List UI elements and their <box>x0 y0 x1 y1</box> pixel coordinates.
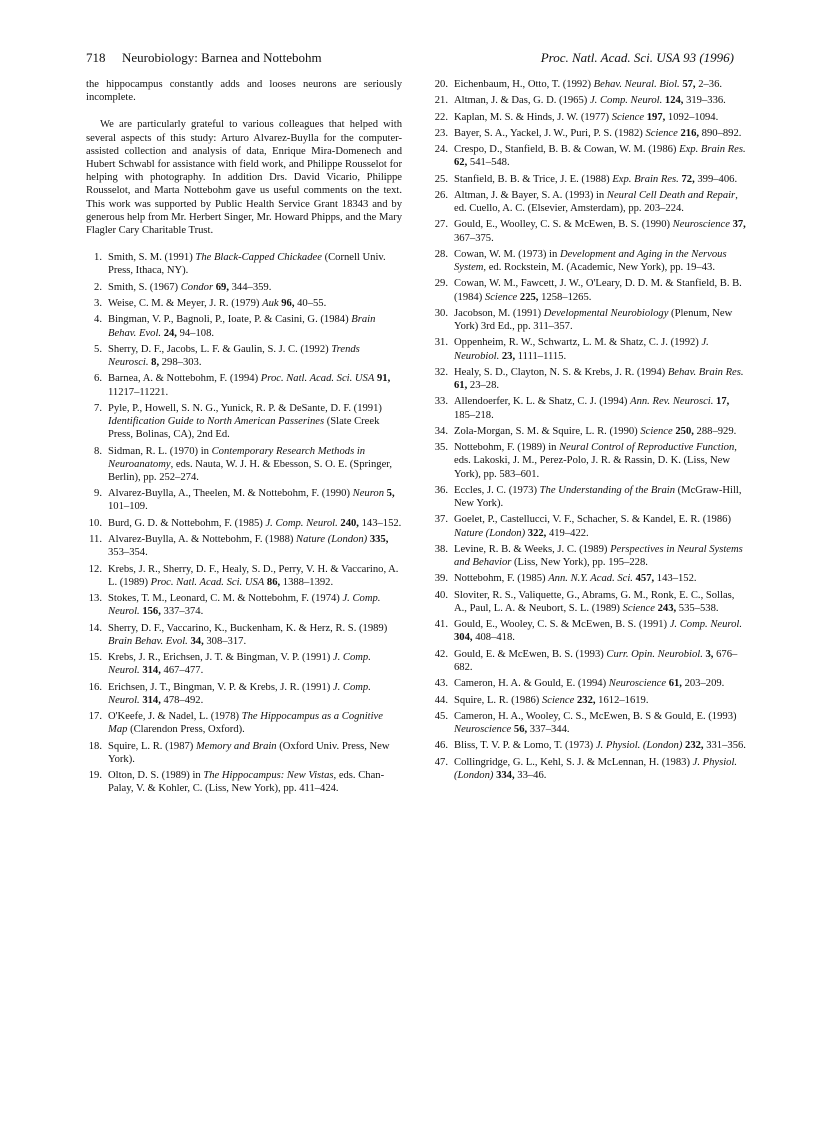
reference-pages: 143–152. <box>654 573 697 585</box>
reference-item <box>432 484 748 510</box>
reference-number: 32. <box>434 366 448 378</box>
reference-item <box>86 372 402 398</box>
reference-title: Developmental Neurobiology <box>543 307 669 319</box>
reference-volume: 37, <box>729 219 746 231</box>
reference-pages: 11217–11221. <box>108 386 169 398</box>
reference-authors: Weise, C. M. & Meyer, J. R. (1979) <box>108 298 263 310</box>
reference-volume: 250, <box>672 425 694 437</box>
reference-authors: Healy, S. D., Clayton, N. S. & Krebs, J. R. (1994) <box>454 366 668 378</box>
reference-pages: 2–36. <box>695 79 723 90</box>
reference-volume: 240, <box>337 517 359 529</box>
reference-volume: 96, <box>278 298 295 310</box>
reference-number: 2. <box>94 281 102 293</box>
reference-authors: Krebs, J. R., Sherry, D. F., Healy, S. D., Perry, V. H. & Vaccarino, A. L. (1989) <box>108 563 399 588</box>
reference-title: Brain Behav. Evol. <box>108 314 376 339</box>
reference-item <box>432 739 748 752</box>
reference-title: J. Physiol. (London) <box>454 756 738 781</box>
reference-number: 43. <box>434 678 448 690</box>
reference-volume: 197, <box>644 111 666 123</box>
reference-item <box>432 111 748 124</box>
reference-volume: 61, <box>666 678 682 690</box>
reference-authors: Bliss, T. V. P. & Lomo, T. (1973) <box>454 740 596 752</box>
reference-title: Neuroscience <box>608 678 667 690</box>
reference-authors: Alvarez-Buylla, A. & Nottebohm, F. (1988) <box>108 534 297 546</box>
reference-pages: 399–406. <box>694 173 738 185</box>
reference-item <box>86 710 402 736</box>
reference-number: 8. <box>94 445 102 457</box>
reference-volume: 23, <box>499 350 516 362</box>
reference-pages: , eds. Chan-Palay, V. & Kohler, C. (Liss, New York), pp. 411–424. <box>108 770 385 795</box>
reference-item <box>432 677 748 690</box>
reference-title: J. Comp. Neurol. <box>265 517 338 529</box>
reference-number: 7. <box>94 402 102 414</box>
reference-title: The Black-Capped Chickadee <box>195 252 322 264</box>
reference-authors: Levine, R. B. & Weeks, J. C. (1989) <box>454 543 611 555</box>
reference-item <box>432 218 748 244</box>
reference-title: Neuron <box>352 488 385 500</box>
reference-pages: 40–55. <box>294 298 327 310</box>
reference-number: 26. <box>434 189 448 201</box>
reference-number: 9. <box>94 488 102 500</box>
reference-volume: 8, <box>148 357 160 369</box>
reference-authors: Stokes, T. M., Leonard, C. M. & Nottebohm, F. (1974) <box>108 593 343 605</box>
reference-number: 31. <box>434 337 448 349</box>
reference-item <box>432 248 748 274</box>
journal-citation: Proc. Natl. Acad. Sci. USA 93 (1996) <box>540 50 734 65</box>
reference-authors: Gould, E., Wooley, C. S. & McEwen, B. S. (1991) <box>454 619 670 631</box>
reference-number: 15. <box>88 652 102 664</box>
reference-authors: Cameron, H. A., Wooley, C. S., McEwen, B. S & Gould, E. (1993) <box>454 710 737 722</box>
reference-item <box>86 313 402 339</box>
reference-item <box>86 622 402 648</box>
reference-authors: Collingridge, G. L., Kehl, S. J. & McLennan, H. (1983) <box>454 756 693 768</box>
reference-authors: Smith, S. M. (1991) <box>108 252 196 264</box>
reference-volume: 86, <box>264 576 281 588</box>
reference-title: Behav. Brain Res. <box>667 366 744 378</box>
reference-number: 36. <box>434 484 448 496</box>
reference-item <box>432 143 748 169</box>
reference-authors: Goelet, P., Castellucci, V. F., Schacher, S. & Kandel, E. R. (1986) <box>454 514 731 526</box>
reference-authors: Smith, S. (1967) <box>108 281 181 293</box>
reference-pages: 408–418. <box>472 632 515 644</box>
reference-authors: Nottebohm, F. (1985) <box>454 573 549 585</box>
reference-volume: 3, <box>702 648 714 660</box>
reference-volume: 322, <box>525 527 547 539</box>
reference-authors: Sidman, R. L. (1970) in <box>108 445 212 457</box>
reference-item <box>432 366 748 392</box>
reference-authors: Eccles, J. C. (1973) <box>454 484 540 496</box>
reference-title: J. Neurobiol. <box>454 337 709 362</box>
reference-number: 27. <box>434 219 448 231</box>
reference-authors: Sherry, D. F., Vaccarino, K., Buckenham, K. & Herz, R. S. (1989) <box>108 622 388 634</box>
reference-item <box>86 740 402 766</box>
reference-authors: Erichsen, J. T., Bingman, V. P. & Krebs, J. R. (1991) <box>108 681 333 693</box>
reference-pages: 185–218. <box>454 409 494 421</box>
reference-title: Memory and Brain <box>195 740 277 752</box>
reference-pages: 337–374. <box>160 606 204 618</box>
reference-title: Nature (London) <box>454 527 526 539</box>
reference-pages: 1111–1115. <box>515 350 567 362</box>
reference-number: 47. <box>434 756 448 768</box>
reference-number: 16. <box>88 681 102 693</box>
reference-title: The Hippocampus: New Vistas <box>203 770 334 782</box>
reference-title: Science <box>611 111 645 123</box>
reference-pages: , ed. Cuello, A. C. (Elsevier, Amsterdam), pp. 203–224. <box>454 189 738 215</box>
reference-item <box>432 189 748 215</box>
reference-authors: Bayer, S. A., Yackel, J. W., Puri, P. S. (1982) <box>454 127 646 139</box>
reference-title: Science <box>541 694 575 706</box>
reference-number: 14. <box>88 622 102 634</box>
reference-volume: 232, <box>574 694 596 706</box>
reference-title: Science <box>484 291 518 303</box>
reference-item <box>432 694 748 707</box>
reference-number: 18. <box>88 740 102 752</box>
reference-volume: 69, <box>213 281 229 293</box>
reference-item <box>86 517 402 530</box>
reference-item <box>432 618 748 644</box>
reference-number: 1. <box>94 252 102 264</box>
reference-authors: O'Keefe, J. & Nadel, L. (1978) <box>108 711 242 723</box>
reference-number: 20. <box>434 79 448 90</box>
reference-number: 45. <box>434 710 448 722</box>
left-column <box>86 78 402 799</box>
reference-item <box>432 589 748 615</box>
reference-title: Perspectives in Neural Systems and Behavior <box>454 543 743 569</box>
reference-number: 11. <box>89 534 102 546</box>
continuation-paragraph: the hippocampus constantly adds and looses neurons are seriously incomplete. <box>86 79 402 104</box>
reference-item <box>86 563 402 589</box>
reference-pages: 478–492. <box>160 694 204 706</box>
reference-number: 25. <box>434 173 448 185</box>
reference-title: Auk <box>262 298 279 310</box>
reference-authors: Altman, J. & Das, G. D. (1965) <box>454 95 590 107</box>
reference-authors: Kaplan, M. S. & Hinds, J. W. (1977) <box>454 111 612 123</box>
reference-title: J. Comp. Neurol. <box>108 681 371 706</box>
reference-number: 17. <box>88 711 102 723</box>
reference-pages: 676–682. <box>454 648 738 673</box>
reference-volume: 24, <box>161 327 177 339</box>
reference-title: Exp. Brain Res. <box>612 173 679 185</box>
reference-number: 37. <box>434 514 448 526</box>
reference-number: 42. <box>434 648 448 660</box>
reference-number: 12. <box>88 563 102 575</box>
reference-authors: Jacobson, M. (1991) <box>454 307 544 319</box>
reference-volume: 56, <box>511 724 528 736</box>
reference-pages: 319–336. <box>683 95 726 107</box>
reference-volume: 5, <box>384 488 395 500</box>
reference-number: 40. <box>434 589 448 601</box>
reference-authors: Nottebohm, F. (1989) in <box>454 442 560 454</box>
reference-title: Behav. Neural. Biol. <box>593 79 680 90</box>
reference-item <box>432 307 748 333</box>
reference-item <box>86 651 402 677</box>
reference-volume: 314, <box>139 665 161 677</box>
reference-item <box>432 648 748 674</box>
reference-item <box>432 425 748 438</box>
reference-item <box>86 343 402 369</box>
reference-number: 4. <box>94 314 102 326</box>
reference-authors: Barnea, A. & Nottebohm, F. (1994) <box>108 373 261 385</box>
reference-pages: 23–28. <box>467 380 500 392</box>
reference-title: J. Comp. Neurol. <box>108 593 381 618</box>
reference-pages: 344–359. <box>228 281 272 293</box>
acknowledgments: We are particularly grateful to various colleagues that helped with several aspects of this study: Arturo Alvarez-Buylla for the computer-assisted collection and analysis of data, Enrique Mira-Domenech and Hubert Schwabl for assistance with field work, and Philippe Rousselot for helping with photography. In addition Drs. David Vicario, Philippe Rousselot, and Marta Nottebohm gave us useful comments on the text. This work was supported by Public Health Service Grant 18343 and by generous help from Mr. Herbert Singer, Mr. Howard Phipps, and the Mary Flagler Cary Charitable Trust. <box>86 119 402 237</box>
reference-item <box>86 445 402 485</box>
reference-number: 38. <box>434 543 448 555</box>
reference-number: 22. <box>434 111 448 123</box>
reference-pages: (McGraw-Hill, New York). <box>454 484 742 510</box>
reference-title: Ann. Rev. Neurosci. <box>630 396 714 408</box>
reference-title: Proc. Natl. Acad. Sci. USA <box>150 576 265 588</box>
reference-pages: 308–317. <box>203 635 247 647</box>
reference-authors: Squire, L. R. (1986) <box>454 694 542 706</box>
reference-pages: (Oxford Univ. Press, New York). <box>108 740 390 765</box>
reference-volume: 232, <box>682 740 704 752</box>
reference-pages: , eds. Lakoski, J. M., Perez-Polo, J. R. & Rassin, D. K. (Liss, New York), pp. 583–601. <box>454 442 737 480</box>
reference-authors: Cowan, W. M., Fawcett, J. W., O'Leary, D. D. M. & Stanfield, B. B. (1984) <box>454 278 742 303</box>
reference-number: 3. <box>94 298 102 310</box>
reference-authors: Pyle, P., Howell, S. N. G., Yunick, R. P. & DeSante, D. F. (1991) <box>108 402 382 414</box>
reference-number: 30. <box>434 307 448 319</box>
reference-pages: 298–303. <box>159 357 202 369</box>
reference-authors: Gould, E. & McEwen, B. S. (1993) <box>454 648 607 660</box>
reference-item <box>432 94 748 107</box>
reference-volume: 124, <box>662 95 684 107</box>
reference-item <box>86 402 402 442</box>
reference-title: Identification Guide to North American Passerines <box>108 416 325 428</box>
reference-pages: 419–422. <box>546 527 589 539</box>
reference-number: 24. <box>434 144 448 156</box>
reference-authors: Stanfield, B. B. & Trice, J. E. (1988) <box>454 173 613 185</box>
right-column <box>432 78 748 785</box>
reference-title: Trends Neurosci. <box>108 343 360 369</box>
reference-volume: 216, <box>677 127 700 139</box>
reference-item <box>86 769 402 795</box>
reference-pages: 143–152. <box>358 517 402 529</box>
reference-item <box>432 543 748 569</box>
reference-pages: 541–548. <box>467 157 510 169</box>
reference-item <box>432 395 748 421</box>
reference-title: Condor <box>180 281 214 293</box>
reference-title: Ann. N.Y. Acad. Sci. <box>548 573 633 585</box>
reference-pages: (Clarendon Press, Oxford). <box>127 724 245 736</box>
reference-number: 34. <box>434 425 448 437</box>
reference-volume: 243, <box>654 602 677 614</box>
reference-title: Development and Aging in the Nervous System <box>454 248 727 274</box>
reference-item <box>432 441 748 481</box>
reference-item <box>86 681 402 707</box>
reference-title: Science <box>640 425 673 437</box>
reference-volume: 17, <box>713 396 730 408</box>
reference-pages: 1388–1392. <box>280 576 334 588</box>
reference-authors: Burd, G. D. & Nottebohm, F. (1985) <box>108 517 266 529</box>
reference-authors: Eichenbaum, H., Otto, T. (1992) <box>454 79 594 90</box>
reference-title: The Understanding of the Brain <box>539 484 675 496</box>
reference-title: J. Comp. Neurol. <box>108 652 371 677</box>
reference-title: Curr. Opin. Neurobiol. <box>606 648 703 660</box>
reference-pages: 288–929. <box>693 425 737 437</box>
running-title: Neurobiology: Barnea and Nottebohm <box>122 50 322 65</box>
reference-pages: 467–477. <box>160 665 204 677</box>
reference-pages: (Liss, New York), pp. 195–228. <box>511 557 648 569</box>
page-number: 718 <box>86 50 106 65</box>
reference-pages: 331–356. <box>703 740 746 752</box>
reference-title: Neuroscience <box>672 219 730 231</box>
reference-list-left <box>86 251 402 795</box>
reference-authors: Sloviter, R. S., Valiquette, G., Abrams, G. M., Ronk, E. C., Sollas, A., Paul, L. A. & Neubort, S. L. (1989) <box>454 589 735 614</box>
reference-pages: 353–354. <box>108 547 148 559</box>
reference-item <box>432 710 748 736</box>
reference-volume: 57, <box>679 79 696 90</box>
reference-authors: Squire, L. R. (1987) <box>108 740 196 752</box>
reference-number: 5. <box>94 343 102 355</box>
reference-volume: 457, <box>632 573 655 585</box>
reference-item <box>432 513 748 539</box>
reference-number: 19. <box>88 770 102 782</box>
reference-pages: 535–538. <box>676 602 719 614</box>
reference-title: Contemporary Research Methods in Neuroanatomy <box>108 445 366 470</box>
reference-volume: 225, <box>517 291 539 303</box>
reference-volume: 91, <box>374 373 391 385</box>
reference-title: Neuroscience <box>454 724 512 736</box>
reference-number: 6. <box>94 373 102 385</box>
reference-volume: 304, <box>454 632 473 644</box>
reference-item <box>86 297 402 310</box>
reference-pages: 1092–1094. <box>665 111 719 123</box>
reference-authors: Bingman, V. P., Bagnoli, P., Ioate, P. & Casini, G. (1984) <box>108 314 352 326</box>
reference-item <box>86 251 402 277</box>
reference-volume: 335, <box>367 534 389 546</box>
reference-number: 29. <box>434 278 448 290</box>
reference-item <box>86 533 402 559</box>
reference-pages: , ed. Rockstein, M. (Academic, New York), pp. 19–43. <box>483 262 715 274</box>
reference-authors: Olton, D. S. (1989) in <box>108 770 204 782</box>
reference-pages: , eds. Nauta, W. J. H. & Ebesson, S. O. E. (Springer, Berlin), pp. 252–274. <box>108 458 393 483</box>
reference-authors: Cameron, H. A. & Gould, E. (1994) <box>454 678 609 690</box>
reference-number: 39. <box>434 573 448 585</box>
reference-authors: Oppenheim, R. W., Schwartz, L. M. & Shatz, C. J. (1992) <box>454 337 702 349</box>
reference-number: 41. <box>434 619 448 631</box>
reference-title: Brain Behav. Evol. <box>108 635 188 647</box>
reference-title: Neural Cell Death and Repair <box>606 189 736 201</box>
reference-volume: 334, <box>493 769 515 781</box>
reference-item <box>432 78 748 91</box>
reference-pages: (Plenum, New York) 3rd Ed., pp. 311–357. <box>454 307 733 333</box>
reference-item <box>86 487 402 513</box>
reference-volume: 314, <box>139 694 161 706</box>
reference-authors: Altman, J. & Bayer, S. A. (1993) in <box>454 189 607 201</box>
reference-pages: 337–344. <box>527 724 570 736</box>
reference-pages: 890–892. <box>699 127 742 139</box>
reference-pages: (Cornell Univ. Press, Ithaca, NY). <box>108 252 386 277</box>
reference-item <box>86 592 402 618</box>
reference-pages: 33–46. <box>514 769 547 781</box>
reference-item <box>432 572 748 585</box>
reference-item <box>432 173 748 186</box>
reference-item <box>432 127 748 140</box>
reference-volume: 61, <box>454 380 468 392</box>
reference-volume: 62, <box>454 157 468 169</box>
reference-title: Science <box>622 602 655 614</box>
reference-pages: 101–109. <box>108 501 148 513</box>
reference-volume: 156, <box>139 606 161 618</box>
reference-authors: Alvarez-Buylla, A., Theelen, M. & Nottebohm, F. (1990) <box>108 488 353 500</box>
reference-item <box>432 336 748 362</box>
reference-number: 35. <box>434 442 448 454</box>
reference-number: 44. <box>434 694 448 706</box>
reference-authors: Sherry, D. F., Jacobs, L. F. & Gaulin, S. J. C. (1992) <box>108 343 332 355</box>
reference-title: Proc. Natl. Acad. Sci. USA <box>260 373 375 385</box>
reference-authors: Zola-Morgan, S. M. & Squire, L. R. (1990) <box>454 425 641 437</box>
reference-title: The Hippocampus as a Cognitive Map <box>108 711 383 736</box>
reference-pages: 367–375. <box>454 232 494 244</box>
reference-pages: (Slate Creek Press, Bolinas, CA), 2nd Ed. <box>108 416 380 441</box>
page-header <box>86 50 734 72</box>
reference-authors: Allendoerfer, K. L. & Shatz, C. J. (1994) <box>454 396 631 408</box>
reference-title: Exp. Brain Res. <box>679 144 746 156</box>
reference-number: 46. <box>434 740 448 752</box>
reference-number: 10. <box>88 517 102 529</box>
reference-authors: Crespo, D., Stanfield, B. B. & Cowan, W. M. (1986) <box>454 144 680 156</box>
reference-pages: 203–209. <box>681 678 725 690</box>
reference-number: 13. <box>88 593 102 605</box>
reference-item <box>432 277 748 303</box>
reference-number: 33. <box>434 396 448 408</box>
reference-item <box>432 756 748 782</box>
reference-authors: Cowan, W. M. (1973) in <box>454 248 560 260</box>
reference-volume: 72, <box>678 173 695 185</box>
reference-number: 21. <box>434 95 448 107</box>
reference-pages: 1612–1619. <box>595 694 649 706</box>
reference-pages: 94–108. <box>176 327 215 339</box>
reference-number: 28. <box>434 248 448 260</box>
reference-title: Science <box>645 127 678 139</box>
reference-title: J. Physiol. (London) <box>595 740 683 752</box>
reference-volume: 34, <box>187 635 204 647</box>
reference-title: J. Comp. Neurol. <box>669 619 743 631</box>
reference-list-right <box>432 78 748 782</box>
reference-title: J. Comp. Neurol. <box>589 95 663 107</box>
reference-authors: Gould, E., Woolley, C. S. & McEwen, B. S. (1990) <box>454 219 673 231</box>
reference-title: Nature (London) <box>296 534 368 546</box>
reference-authors: Krebs, J. R., Erichsen, J. T. & Bingman, V. P. (1991) <box>108 652 333 664</box>
reference-pages: 1258–1265. <box>538 291 592 303</box>
reference-title: Neural Control of Reproductive Function <box>559 442 735 454</box>
reference-item <box>86 281 402 294</box>
reference-number: 23. <box>434 127 448 139</box>
